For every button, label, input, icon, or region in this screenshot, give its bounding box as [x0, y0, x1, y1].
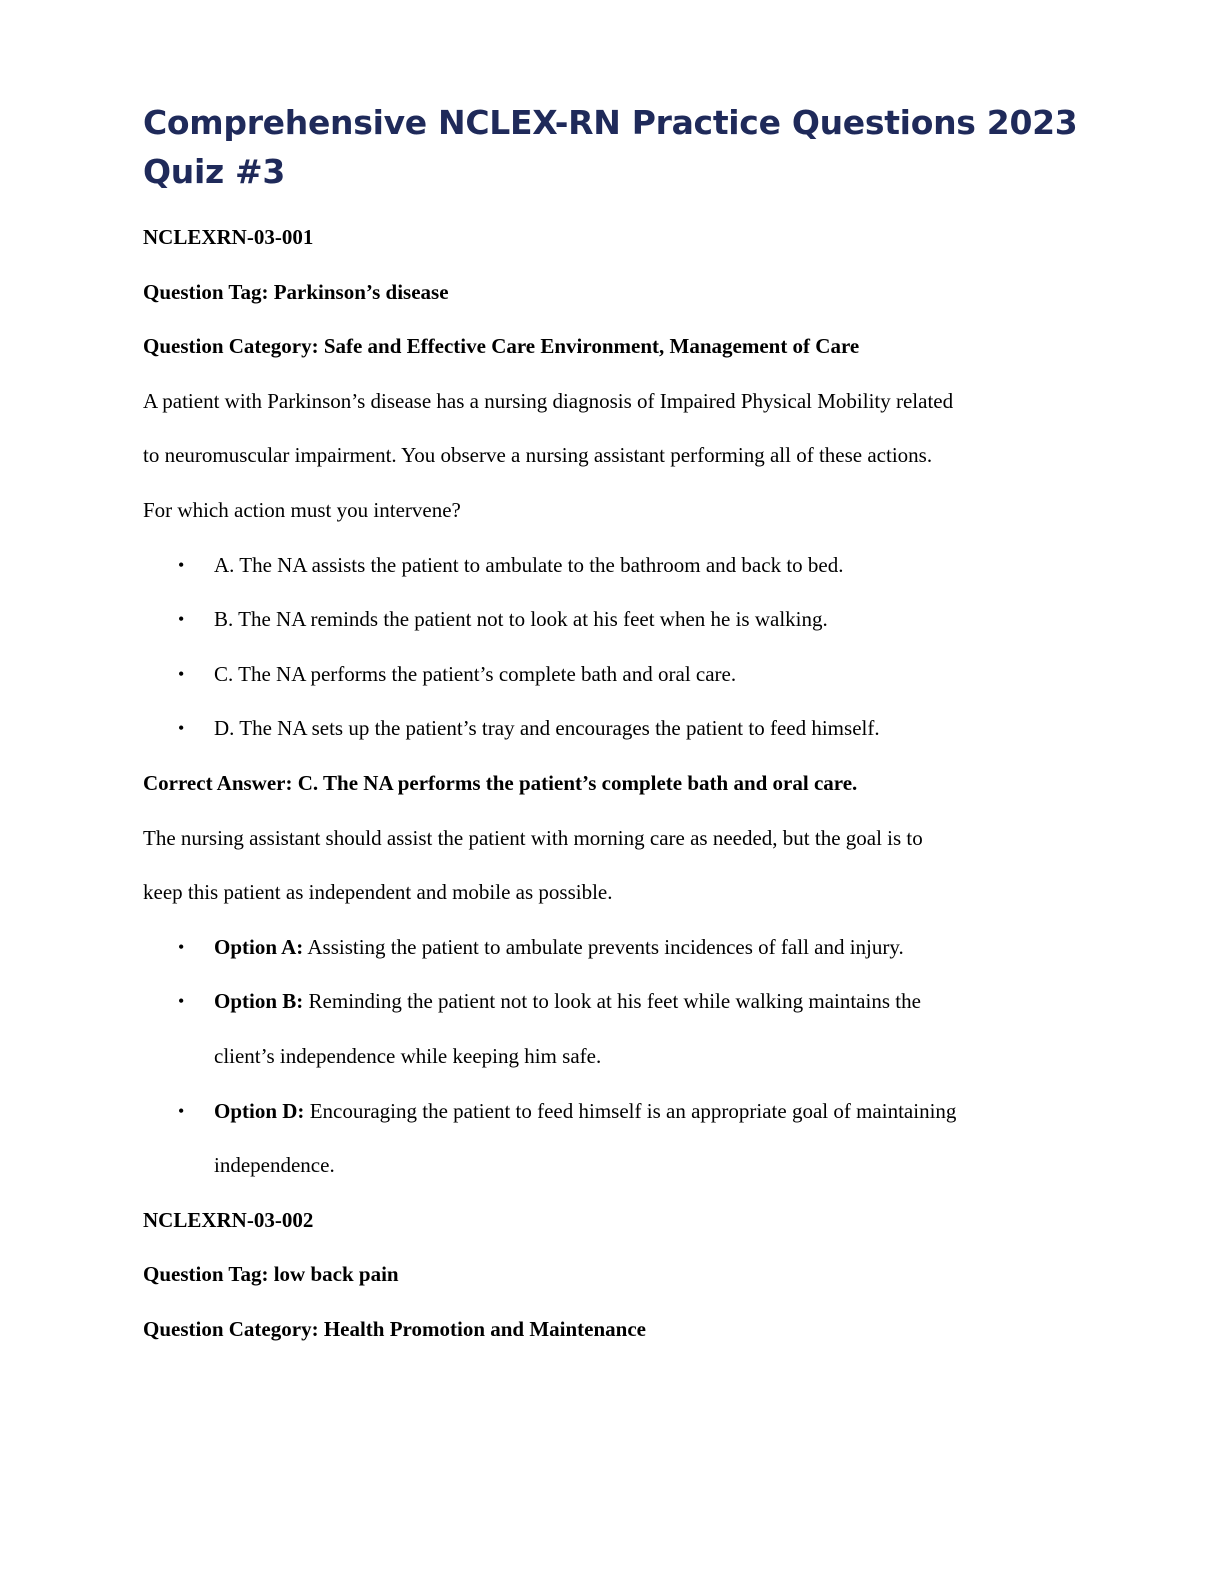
question-category-value: Safe and Effective Care Environment, Management of Care [323, 334, 860, 359]
rationale-line-2: keep this patient as independent and mobile as possible. [143, 880, 613, 905]
correct-answer-label: Correct Answer: [143, 770, 293, 795]
explanation-label: Option A: [214, 934, 304, 959]
document-title [143, 98, 1083, 196]
answer-option-d [143, 701, 1083, 756]
option-explanations-list [143, 920, 1083, 1193]
bullet-icon: • [178, 1100, 185, 1121]
question-id: NCLEXRN-03-002 [143, 1207, 314, 1232]
explanation-text: Reminding the patient not to look at his feet while walking maintains the [308, 989, 921, 1014]
explanation-text: Encouraging the patient to feed himself is an appropriate goal of maintaining [309, 1098, 957, 1123]
question-category [143, 1302, 1083, 1357]
explanation-label: Option B: [214, 989, 304, 1014]
spacer [143, 196, 1083, 210]
question-stem-line-3: For which action must you intervene? [143, 497, 461, 522]
question-category-value: Health Promotion and Maintenance [323, 1316, 647, 1341]
correct-answer [143, 756, 1083, 811]
explanation-text-continued: independence. [214, 1153, 335, 1178]
rationale-line-1: The nursing assistant should assist the patient with morning care as needed, but the goal is to [143, 825, 923, 850]
explanation-label: Option D: [214, 1098, 305, 1123]
bullet-icon: • [178, 663, 185, 684]
bullet-icon: • [178, 991, 185, 1012]
question-tag-value: Parkinson’s disease [273, 279, 449, 304]
explanation-text: Assisting the patient to ambulate prevents incidences of fall and injury. [307, 934, 904, 959]
answer-option-c [143, 647, 1083, 702]
question-tag-label: Question Tag: [143, 279, 269, 304]
question-stem-line-2: to neuromuscular impairment. You observe a nursing assistant performing all of these actions. [143, 443, 933, 468]
question-tag [143, 265, 1083, 320]
answer-option-b [143, 592, 1083, 647]
answer-option-text: A. The NA assists the patient to ambulate to the bathroom and back to bed. [214, 552, 844, 577]
answer-option-a [143, 538, 1083, 593]
answer-option-text: B. The NA reminds the patient not to look at his feet when he is walking. [214, 607, 828, 632]
explanation-option-b [143, 974, 1083, 1083]
title-line-2: Quiz #3 [143, 152, 286, 191]
bullet-icon: • [178, 718, 185, 739]
answer-options-list [143, 538, 1083, 756]
explanation-text-continued: client’s independence while keeping him safe. [214, 1043, 602, 1068]
bullet-icon: • [178, 936, 185, 957]
answer-option-text: D. The NA sets up the patient’s tray and encourages the patient to feed himself. [214, 716, 880, 741]
question-stem-line-1: A patient with Parkinson’s disease has a nursing diagnosis of Impaired Physical Mobility related [143, 388, 954, 413]
answer-option-text: C. The NA performs the patient’s complete bath and oral care. [214, 661, 737, 686]
explanation-option-d [143, 1084, 1083, 1193]
question-tag-value: low back pain [273, 1262, 399, 1287]
bullet-icon: • [178, 554, 185, 575]
question-id: NCLEXRN-03-001 [143, 225, 314, 249]
question-tag-label: Question Tag: [143, 1262, 269, 1287]
explanation-option-a [143, 920, 1083, 975]
question-category-label: Question Category: [143, 1316, 319, 1341]
question-tag [143, 1247, 1083, 1302]
question-category [143, 319, 1083, 374]
bullet-icon: • [178, 609, 185, 630]
title-line-1: Comprehensive NCLEX-RN Practice Questions 2023 [143, 103, 1078, 142]
document-page [143, 98, 1083, 1356]
question-category-label: Question Category: [143, 334, 319, 359]
correct-answer-value: C. The NA performs the patient’s complete bath and oral care. [297, 770, 858, 795]
